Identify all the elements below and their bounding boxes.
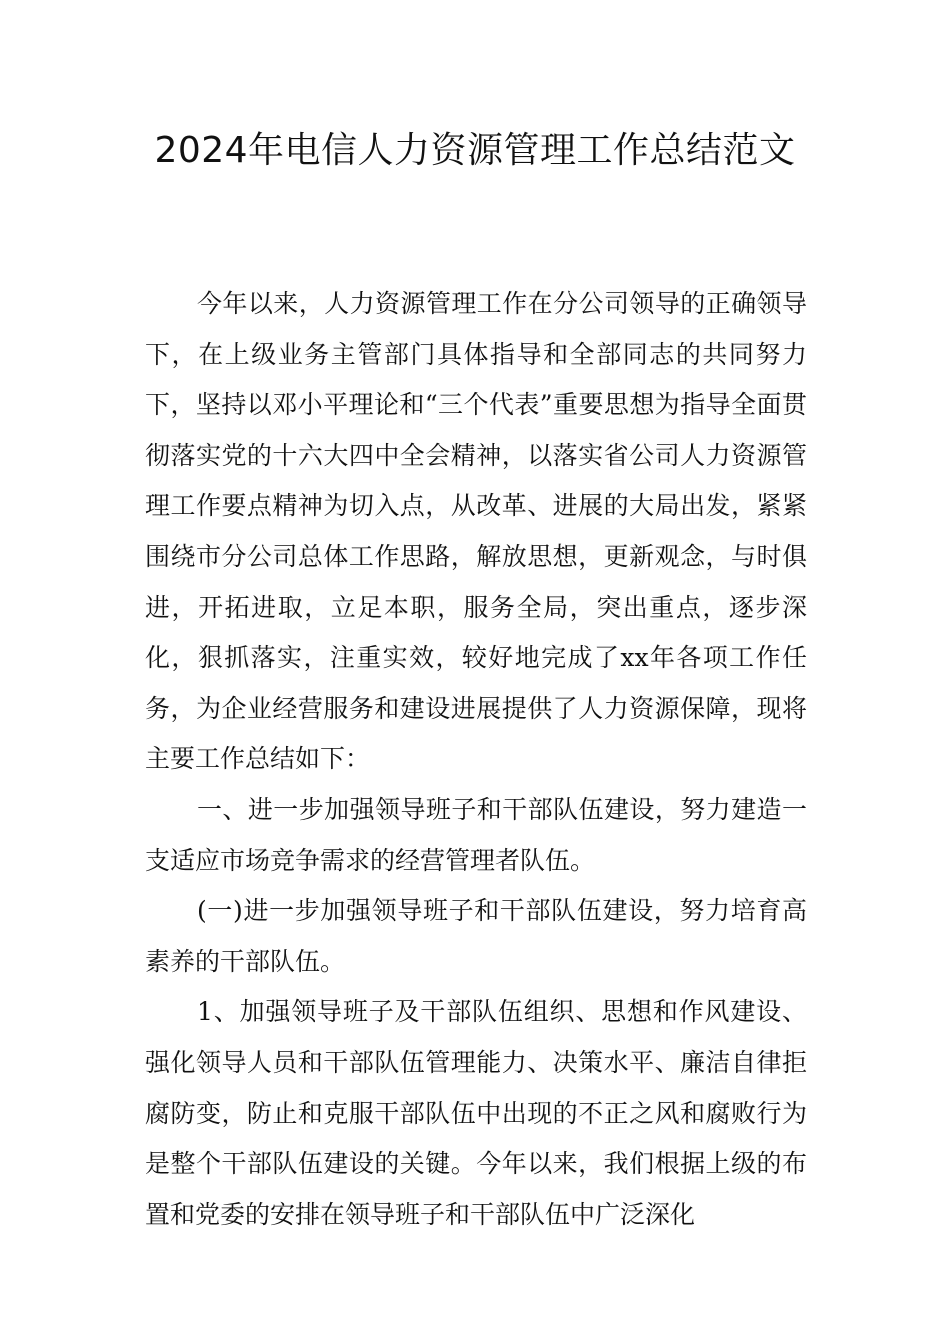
paragraph-subsection-heading: (一)进一步加强领导班子和干部队伍建设，努力培育高素养的干部队伍。 — [145, 896, 807, 976]
paragraph-intro: 今年以来，人力资源管理工作在分公司领导的正确领导下，在上级业务主管部门具体指导和全部同志的共同努力下，坚持以邓小平理论和“三个代表”重要思想为指导全面贯彻落实党的十六大四中全会精神，以落实省公司人力资源管理工作要点精神为切入点，从改革、进展的大局出发，紧紧围绕市分公司总体工作思路，解放思想，更新观念，与时俱进，开拓进取，立足本职，服务全局，突出重点，逐步深化，狠抓落实，注重实效，较好地完成了xx年各项工作任务，为企业经营服务和建设进展提供了人力资源保障，现将主要工作总结如下： — [145, 289, 807, 774]
document-title: 2024年电信人力资源管理工作总结范文 — [154, 130, 796, 171]
document-body — [145, 279, 807, 1240]
paragraph-section-heading: 一、进一步加强领导班子和干部队伍建设，努力建造一支适应市场竞争需求的经营管理者队伍。 — [145, 794, 807, 875]
paragraph-item-1: 1、加强领导班子及干部队伍组织、思想和作风建设、强化领导人员和干部队伍管理能力、决策水平、廉洁自律拒腐防变，防止和克服干部队伍中出现的不正之风和腐败行为是整个干部队伍建设的关键。今年以来，我们根据上级的布置和党委的安排在领导班子和干部队伍中广泛深化 — [145, 997, 807, 1229]
